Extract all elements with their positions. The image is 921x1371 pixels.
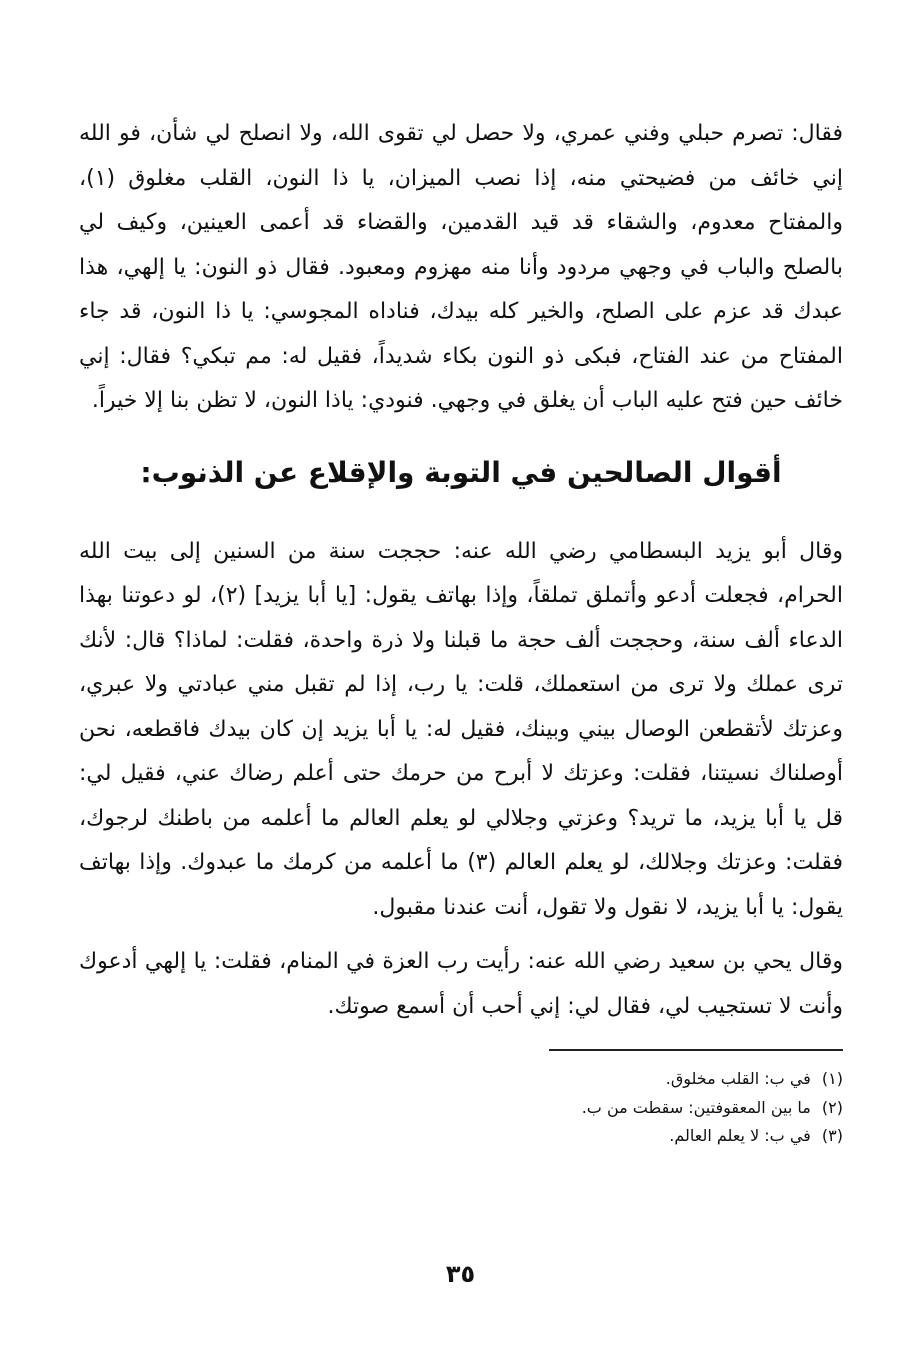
footnote-item (79, 1065, 843, 1094)
footnote-text: ما بين المعقوفتين: سقطت من ب. (581, 1097, 811, 1117)
footnotes (79, 1065, 843, 1151)
footnote-divider (549, 1049, 843, 1051)
footnote-number: (٣) (821, 1126, 843, 1145)
page-body (79, 112, 843, 1151)
footnote-text: في ب: لا يعلم العالم. (669, 1126, 811, 1145)
intro-paragraph: فقال: تصرم حبلي وفني عمري، ولا حصل لي تقوى الله، ولا انصلح لي شأن، فو الله إني خائف من فضيحتي منه، إذا نصب الميزان، يا ذا النون، القلب مغلوق (١)، والمفتاح معدوم، والشقاء قد قيد القدمين، والقضاء قد أعمى العينين، وكيف لي بالصلح والباب في وجهي مردود وأنا منه مهزوم ومعبود. فقال ذو النون: يا إلهي، هذا عبدك قد عزم على الصلح، والخير كله بيدك، فناداه المجوسي: يا ذا النون، قد جاء المفتاح من عند الفتاح، فبكى ذو النون بكاء شديداً، فقيل له: مم تبكي؟ فقال: إني خائف حين فتح عليه الباب أن يغلق في وجهي. فنودي: ياذا النون، لا تظن بنا إلا خيراً. (79, 121, 843, 413)
footnote-number: (٢) (821, 1097, 843, 1117)
page-number: ٣٥ (445, 1260, 476, 1288)
footnote-number: (١) (821, 1069, 843, 1088)
footnote-text: في ب: القلب مخلوق. (665, 1069, 811, 1088)
footnote-item (79, 1094, 843, 1123)
footnote-item (79, 1122, 843, 1151)
yahya-paragraph: وقال يحي بن سعيد رضي الله عنه: رأيت رب العزة في المنام، فقلت: يا إلهي أدعوك وأنت لا تستجيب لي، فقال لي: إني أحب أن أسمع صوتك. (79, 949, 843, 1019)
bistami-paragraph: وقال أبو يزيد البسطامي رضي الله عنه: حججت سنة من السنين إلى بيت الله الحرام، فجعلت أدعو وأتملق تملقاً، وإذا بهاتف يقول: [يا أبا يزيد] (٢)، لو دعوتنا بهذا الدعاء ألف سنة، وحججت ألف حجة ما قبلنا ولا ذرة واحدة، فقلت: لماذا؟ قال: لأنك ترى عملك ولا ترى من استعملك، قلت: يا رب، إذا لم تقبل مني عبادتي ولا عبري، وعزتك لأتقطعن الوصال بيني وبينك، فقيل له: يا أبا يزيد إن كان بيدك فاقطعه، نحن أوصلناك نسيتنا، فقلت: وعزتك لا أبرح من حرمك حتى أعلم رضاك عني، فقيل لي: قل يا أبا يزيد، ما تريد؟ وعزتي وجلالي لو يعلم العالم ما أعلمه من باطنك لرجوك، فقلت: وعزتك وجلالك، لو يعلم العالم (٣) ما أعلمه من كرمك ما عبدوك. وإذا بهاتف يقول: يا أبا يزيد، لا نقول ولا تقول، أنت عندنا مقبول. (79, 538, 843, 920)
section-heading: أقوال الصالحين في التوبة والإقلاع عن الذنوب: (140, 455, 782, 489)
